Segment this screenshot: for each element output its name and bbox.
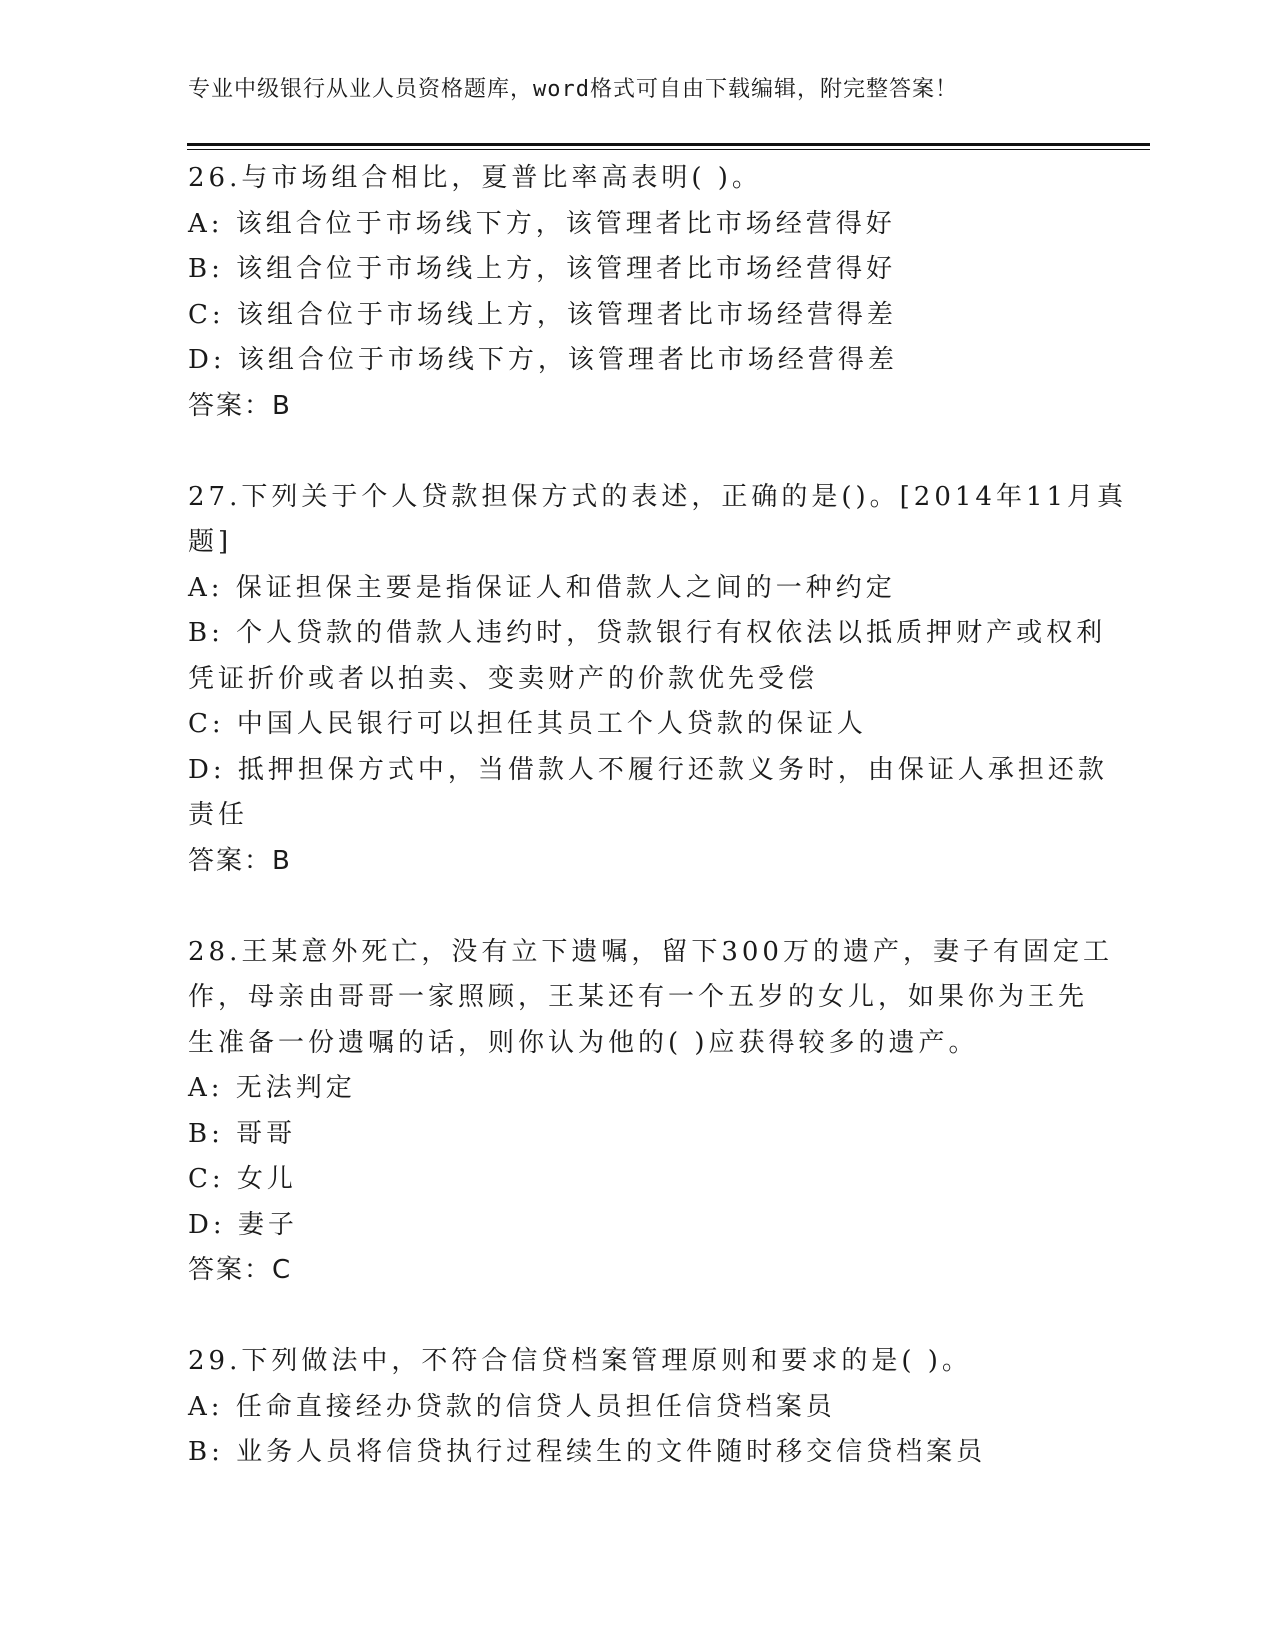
option-line: A: 无法判定 xyxy=(188,1073,356,1103)
answer-line: 答案：B xyxy=(188,845,292,876)
option-line: A: 保证担保主要是指保证人和借款人之间的一种约定 xyxy=(188,572,896,603)
question-block xyxy=(188,156,1088,429)
question-stem-line: 生准备一份遗嘱的话，则你认为他的( )应获得较多的遗产。 xyxy=(188,1027,979,1058)
question-list xyxy=(188,156,1128,1476)
header-rule-thick xyxy=(187,143,1150,146)
option-line: D: 抵押担保方式中，当借款人不履行还款义务时，由保证人承担还款 xyxy=(188,754,1108,785)
question-stem-line: 作，母亲由哥哥一家照顾，王某还有一个五岁的女儿，如果你为王先 xyxy=(188,982,1089,1012)
option-line: A: 该组合位于市场线下方，该管理者比市场经营得好 xyxy=(188,208,896,239)
question-block xyxy=(188,475,1128,885)
question-stem-line: 题] xyxy=(188,527,233,557)
option-line: B: 个人贷款的借款人违约时，贷款银行有权依法以抵质押财产或权利 xyxy=(188,618,1107,648)
option-line: 责任 xyxy=(188,800,249,830)
option-line: D: 妻子 xyxy=(188,1209,298,1240)
option-line: A: 任命直接经办贷款的信贷人员担任信贷档案员 xyxy=(188,1391,836,1422)
question-block xyxy=(188,1339,1088,1476)
header-rule-thin xyxy=(187,149,1150,150)
question-block xyxy=(188,930,1113,1294)
question-stem-line: 26.与市场组合相比，夏普比率高表明( )。 xyxy=(188,163,762,193)
answer-line: 答案：C xyxy=(188,1255,293,1285)
question-spacer xyxy=(188,1294,1088,1340)
option-line: C: 女儿 xyxy=(188,1164,297,1194)
question-stem-line: 28.王某意外死亡，没有立下遗嘱，留下300万的遗产，妻子有固定工 xyxy=(188,936,1113,967)
option-line: B: 哥哥 xyxy=(188,1118,297,1149)
option-line: B: 该组合位于市场线上方，该管理者比市场经营得好 xyxy=(188,254,897,284)
option-line: C: 中国人民银行可以担任其员工个人贷款的保证人 xyxy=(188,709,867,739)
question-spacer xyxy=(188,429,1088,475)
page-header: 专业中级银行从业人员资格题库，word格式可自由下载编辑，附完整答案！ xyxy=(188,77,958,102)
option-line: C: 该组合位于市场线上方，该管理者比市场经营得差 xyxy=(188,299,897,330)
question-spacer xyxy=(188,884,1088,930)
question-stem-line: 29.下列做法中，不符合信贷档案管理原则和要求的是( )。 xyxy=(188,1346,972,1376)
option-line: B: 业务人员将信贷执行过程续生的文件随时移交信贷档案员 xyxy=(188,1437,987,1467)
answer-line: 答案：B xyxy=(188,390,292,421)
question-stem-line: 27.下列关于个人贷款担保方式的表述，正确的是()。[2014年11月真 xyxy=(188,481,1128,512)
option-line: 凭证折价或者以拍卖、变卖财产的价款优先受偿 xyxy=(188,663,819,694)
option-line: D: 该组合位于市场线下方，该管理者比市场经营得差 xyxy=(188,345,898,375)
